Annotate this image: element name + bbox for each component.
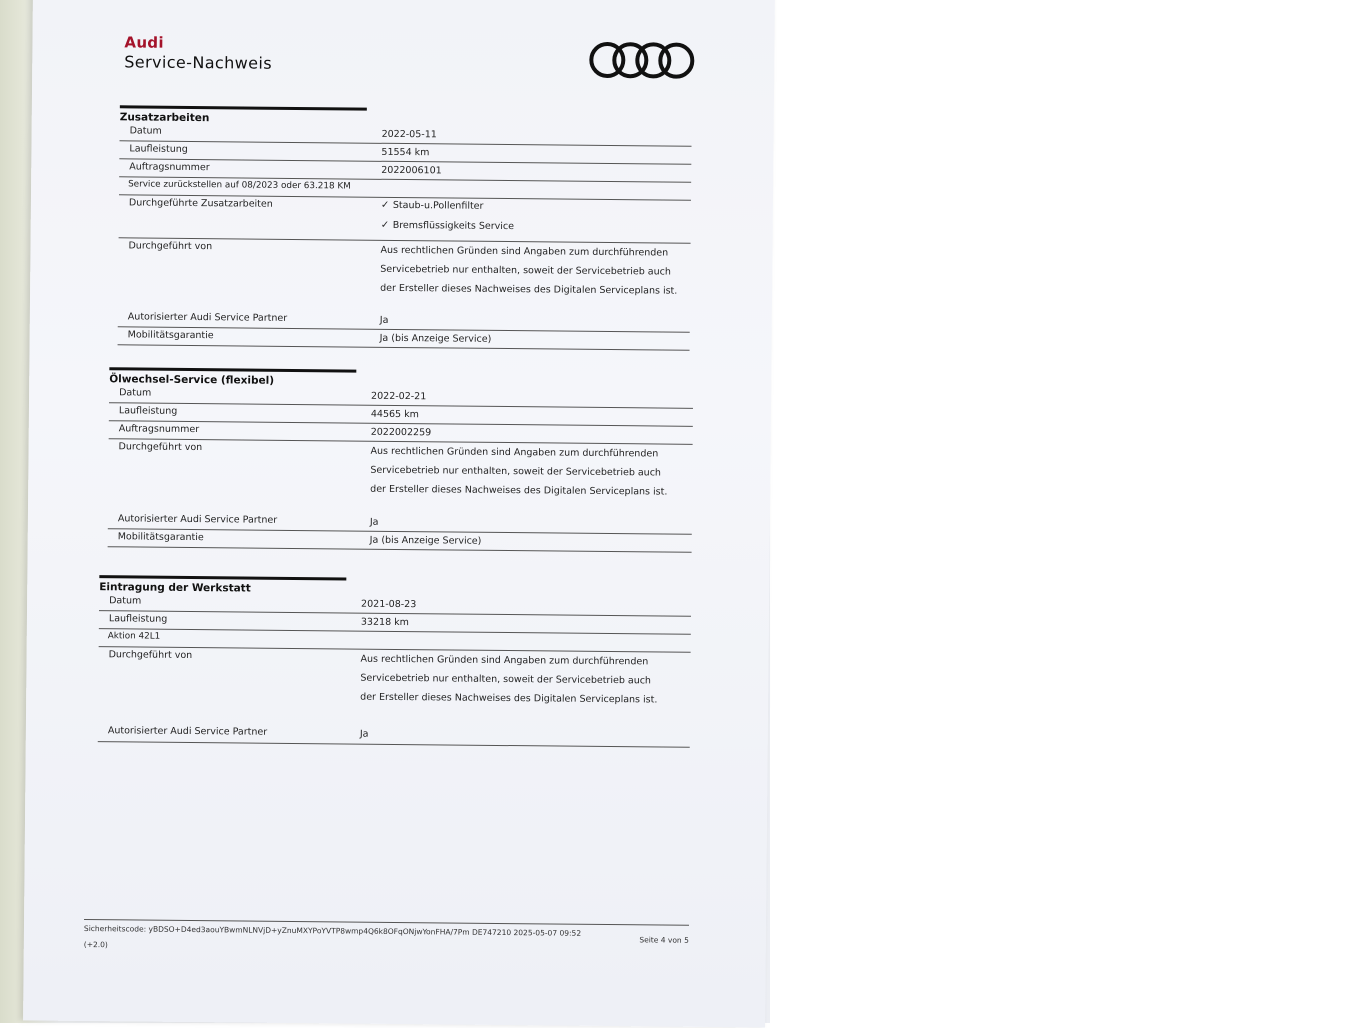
section-zusatzarbeiten bbox=[32, 104, 774, 345]
row-note: Aktion 42L1 bbox=[107, 631, 161, 642]
checkmark-icon: ✓ bbox=[380, 219, 390, 231]
section-eintragung-werkstatt bbox=[27, 574, 769, 740]
row-value: 2021-08-23 bbox=[361, 598, 417, 611]
row-note: Service zurückstellen auf 08/2023 oder 63.218 KM bbox=[128, 179, 351, 192]
check-list bbox=[381, 200, 515, 241]
row-label: Datum bbox=[119, 387, 152, 399]
section-oelwechsel bbox=[29, 366, 771, 547]
document-title: Service-Nachweis bbox=[124, 52, 273, 73]
row-value: 51554 km bbox=[381, 146, 430, 159]
row-label: Laufleistung bbox=[118, 405, 178, 417]
row-value: Ja (bis Anzeige Service) bbox=[379, 332, 492, 345]
service-document-page bbox=[23, 0, 775, 1028]
brand-block bbox=[124, 33, 272, 72]
check-label: Staub-u.Pollenfilter bbox=[392, 199, 484, 212]
row-label: Autorisierter Audi Service Partner bbox=[127, 311, 288, 324]
table-row bbox=[108, 439, 693, 507]
row-label: Mobilitätsgarantie bbox=[127, 329, 214, 342]
row-label: Auftragsnummer bbox=[129, 161, 210, 174]
table-row bbox=[98, 647, 691, 715]
check-label: Bremsflüssigkeits Service bbox=[392, 219, 515, 233]
row-value: Aus rechtlichen Gründen sind Angaben zum durchführenden Servicebetrieb nur enthalten, soweit der Servicebetrieb auch der Ersteller dieses Nachweises des Digitalen Serviceplans ist. bbox=[370, 445, 668, 498]
row-value: Aus rechtlichen Gründen sind Angaben zum durchführenden Servicebetrieb nur enthalten, soweit der Servicebetrieb auch der Ersteller dieses Nachweises des Digitalen Serviceplans ist. bbox=[380, 244, 678, 297]
table-row bbox=[98, 723, 690, 748]
row-value: Ja (bis Anzeige Service) bbox=[369, 534, 482, 547]
row-value: 2022002259 bbox=[370, 426, 432, 439]
row-value: 44565 km bbox=[370, 408, 419, 421]
checkmark-icon: ✓ bbox=[380, 199, 390, 211]
page-number: Seite 4 von 5 bbox=[639, 935, 689, 945]
row-label: Datum bbox=[129, 125, 162, 137]
section-title: Zusatzarbeiten bbox=[120, 105, 367, 125]
row-value: Ja bbox=[359, 728, 369, 740]
row-label: Auftragsnummer bbox=[118, 423, 200, 436]
row-label: Autorisierter Audi Service Partner bbox=[107, 725, 268, 738]
row-value: 2022-05-11 bbox=[381, 128, 437, 141]
row-label: Durchgeführte Zusatzarbeiten bbox=[128, 197, 273, 210]
table-row bbox=[119, 195, 691, 243]
brand-name: Audi bbox=[124, 33, 164, 52]
row-value: Aus rechtlichen Gründen sind Angaben zum durchführenden Servicebetrieb nur enthalten, soweit der Servicebetrieb auch der Ersteller dieses Nachweises des Digitalen Serviceplans ist. bbox=[360, 653, 658, 706]
row-value: 33218 km bbox=[360, 616, 409, 629]
row-label: Mobilitätsgarantie bbox=[117, 531, 204, 544]
row-value: 2022-02-21 bbox=[371, 390, 427, 403]
row-value: Ja bbox=[369, 516, 379, 528]
row-label: Durchgeführt von bbox=[128, 240, 213, 253]
row-label: Laufleistung bbox=[108, 613, 168, 625]
row-value: Ja bbox=[379, 314, 389, 326]
row-label: Durchgeführt von bbox=[118, 441, 203, 454]
row-label: Autorisierter Audi Service Partner bbox=[117, 513, 278, 526]
row-label: Datum bbox=[109, 595, 142, 607]
version-label: (+2.0) bbox=[83, 939, 108, 950]
audi-rings-logo bbox=[587, 40, 697, 81]
row-value: 2022006101 bbox=[381, 164, 442, 177]
table-row bbox=[118, 238, 691, 303]
check-item bbox=[381, 220, 514, 241]
row-label: Laufleistung bbox=[129, 143, 188, 155]
section-title: Eintragung der Werkstatt bbox=[99, 575, 346, 595]
check-item bbox=[381, 200, 514, 221]
document-footer bbox=[83, 919, 689, 950]
section-title: Ölwechsel-Service (flexibel) bbox=[109, 367, 356, 387]
security-code: Sicherheitscode: yBDSO+D4ed3aouYBwmNLNVjD+yZnuMXYPoYVTP8wmp4Q6k8OFqONjwYonFHA/7Pm DE747210 2025-05-07 09:52 bbox=[83, 923, 582, 938]
row-label: Durchgeführt von bbox=[108, 649, 193, 662]
